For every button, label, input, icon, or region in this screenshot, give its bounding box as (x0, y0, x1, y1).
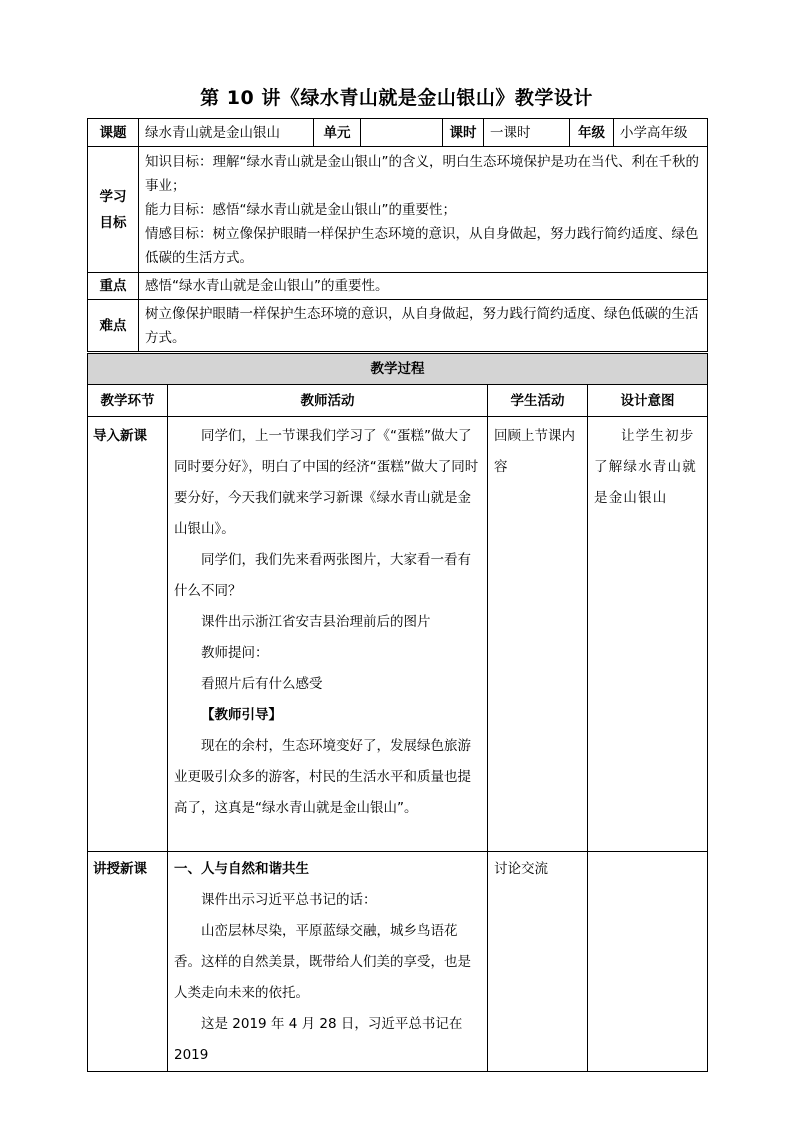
intro-student-text: 回顾上节课内容 (494, 428, 575, 475)
intro-purpose-text: 让学生初步了解绿水青山就是金山银山 (594, 428, 697, 506)
intro-teacher-p7: 现在的余村，生态环境变好了，发展绿色旅游业更吸引众多的游客，村民的生活水平和质量也提高了，这真是“绿水青山就是金山银山”。 (174, 738, 471, 816)
process-table (87, 353, 708, 1072)
unit-label: 单元 (314, 119, 361, 147)
objectives-label (88, 147, 139, 273)
intro-stage (88, 417, 168, 852)
topic-label: 课题 (88, 119, 139, 147)
intro-stage-text: 导入新课 (93, 428, 147, 444)
lecture-teacher (168, 852, 488, 1072)
intro-teacher-p3: 课件出示浙江省安吉县治理前后的图片 (201, 614, 431, 630)
key-point-label: 重点 (88, 273, 139, 300)
column-student: 学生活动 (488, 385, 588, 417)
column-teacher: 教师活动 (168, 385, 488, 417)
period-value: 一课时 (484, 119, 570, 147)
grade-value: 小学高年级 (614, 119, 708, 147)
intro-student (488, 417, 588, 852)
intro-teacher (168, 417, 488, 852)
lecture-stage (88, 852, 168, 1072)
intro-teacher-p5: 看照片后有什么感受 (201, 676, 323, 692)
ability-objective: 能力目标：感悟“绿水青山就是金山银山”的重要性； (145, 201, 456, 218)
emotion-objective: 情感目标：树立像保护眼睛一样保护生态环境的意识，从自身做起，努力践行简约适度、绿色低碳的生活方式。 (145, 225, 699, 266)
key-point-text: 感悟“绿水青山就是金山银山”的重要性。 (139, 273, 708, 300)
lecture-purpose (588, 852, 708, 1072)
lecture-student (488, 852, 588, 1072)
column-stage: 教学环节 (88, 385, 168, 417)
objectives-label-line1: 学习 (99, 188, 127, 205)
unit-value (361, 119, 443, 147)
process-heading: 教学过程 (88, 354, 708, 385)
lecture-student-text: 讨论交流 (494, 861, 548, 877)
intro-purpose (588, 417, 708, 852)
intro-teacher-p4: 教师提问： (201, 645, 269, 661)
intro-teacher-p2: 同学们，我们先来看两张图片，大家看一看有什么不同？ (174, 552, 471, 599)
objectives-label-line2: 目标 (99, 214, 127, 231)
intro-teacher-p6: 【教师引导】 (201, 707, 282, 723)
lecture-heading: 一、人与自然和谐共生 (174, 861, 309, 877)
lecture-teacher-p3: 这是 2019 年 4 月 28 日，习近平总书记在 2019 (174, 1016, 463, 1063)
column-purpose: 设计意图 (588, 385, 708, 417)
period-label: 课时 (443, 119, 484, 147)
lecture-teacher-p2: 山峦层林尽染，平原蓝绿交融，城乡鸟语花香。这样的自然美景，既带给人们美的享受，也是人类走向未来的依托。 (174, 923, 471, 1001)
info-table (87, 118, 708, 352)
lecture-teacher-p1: 课件出示习近平总书记的话： (201, 892, 377, 908)
document-title: 第 10 讲《绿水青山就是金山银山》教学设计 (200, 87, 593, 109)
knowledge-objective: 知识目标：理解“绿水青山就是金山银山”的含义，明白生态环境保护是功在当代、利在千秋的事业； (145, 153, 699, 194)
topic-value: 绿水青山就是金山银山 (139, 119, 314, 147)
objectives-content (139, 147, 708, 273)
lecture-stage-text: 讲授新课 (93, 861, 147, 877)
difficulty-label: 难点 (88, 300, 139, 352)
intro-teacher-p1: 同学们，上一节课我们学习了《“蛋糕”做大了同时要分好》，明白了中国的经济“蛋糕”做大了同时要分好，今天我们就来学习新课《绿水青山就是金山银山》。 (174, 428, 479, 537)
difficulty-text: 树立像保护眼睛一样保护生态环境的意识，从自身做起，努力践行简约适度、绿色低碳的生活方式。 (139, 300, 708, 352)
grade-label: 年级 (570, 119, 614, 147)
